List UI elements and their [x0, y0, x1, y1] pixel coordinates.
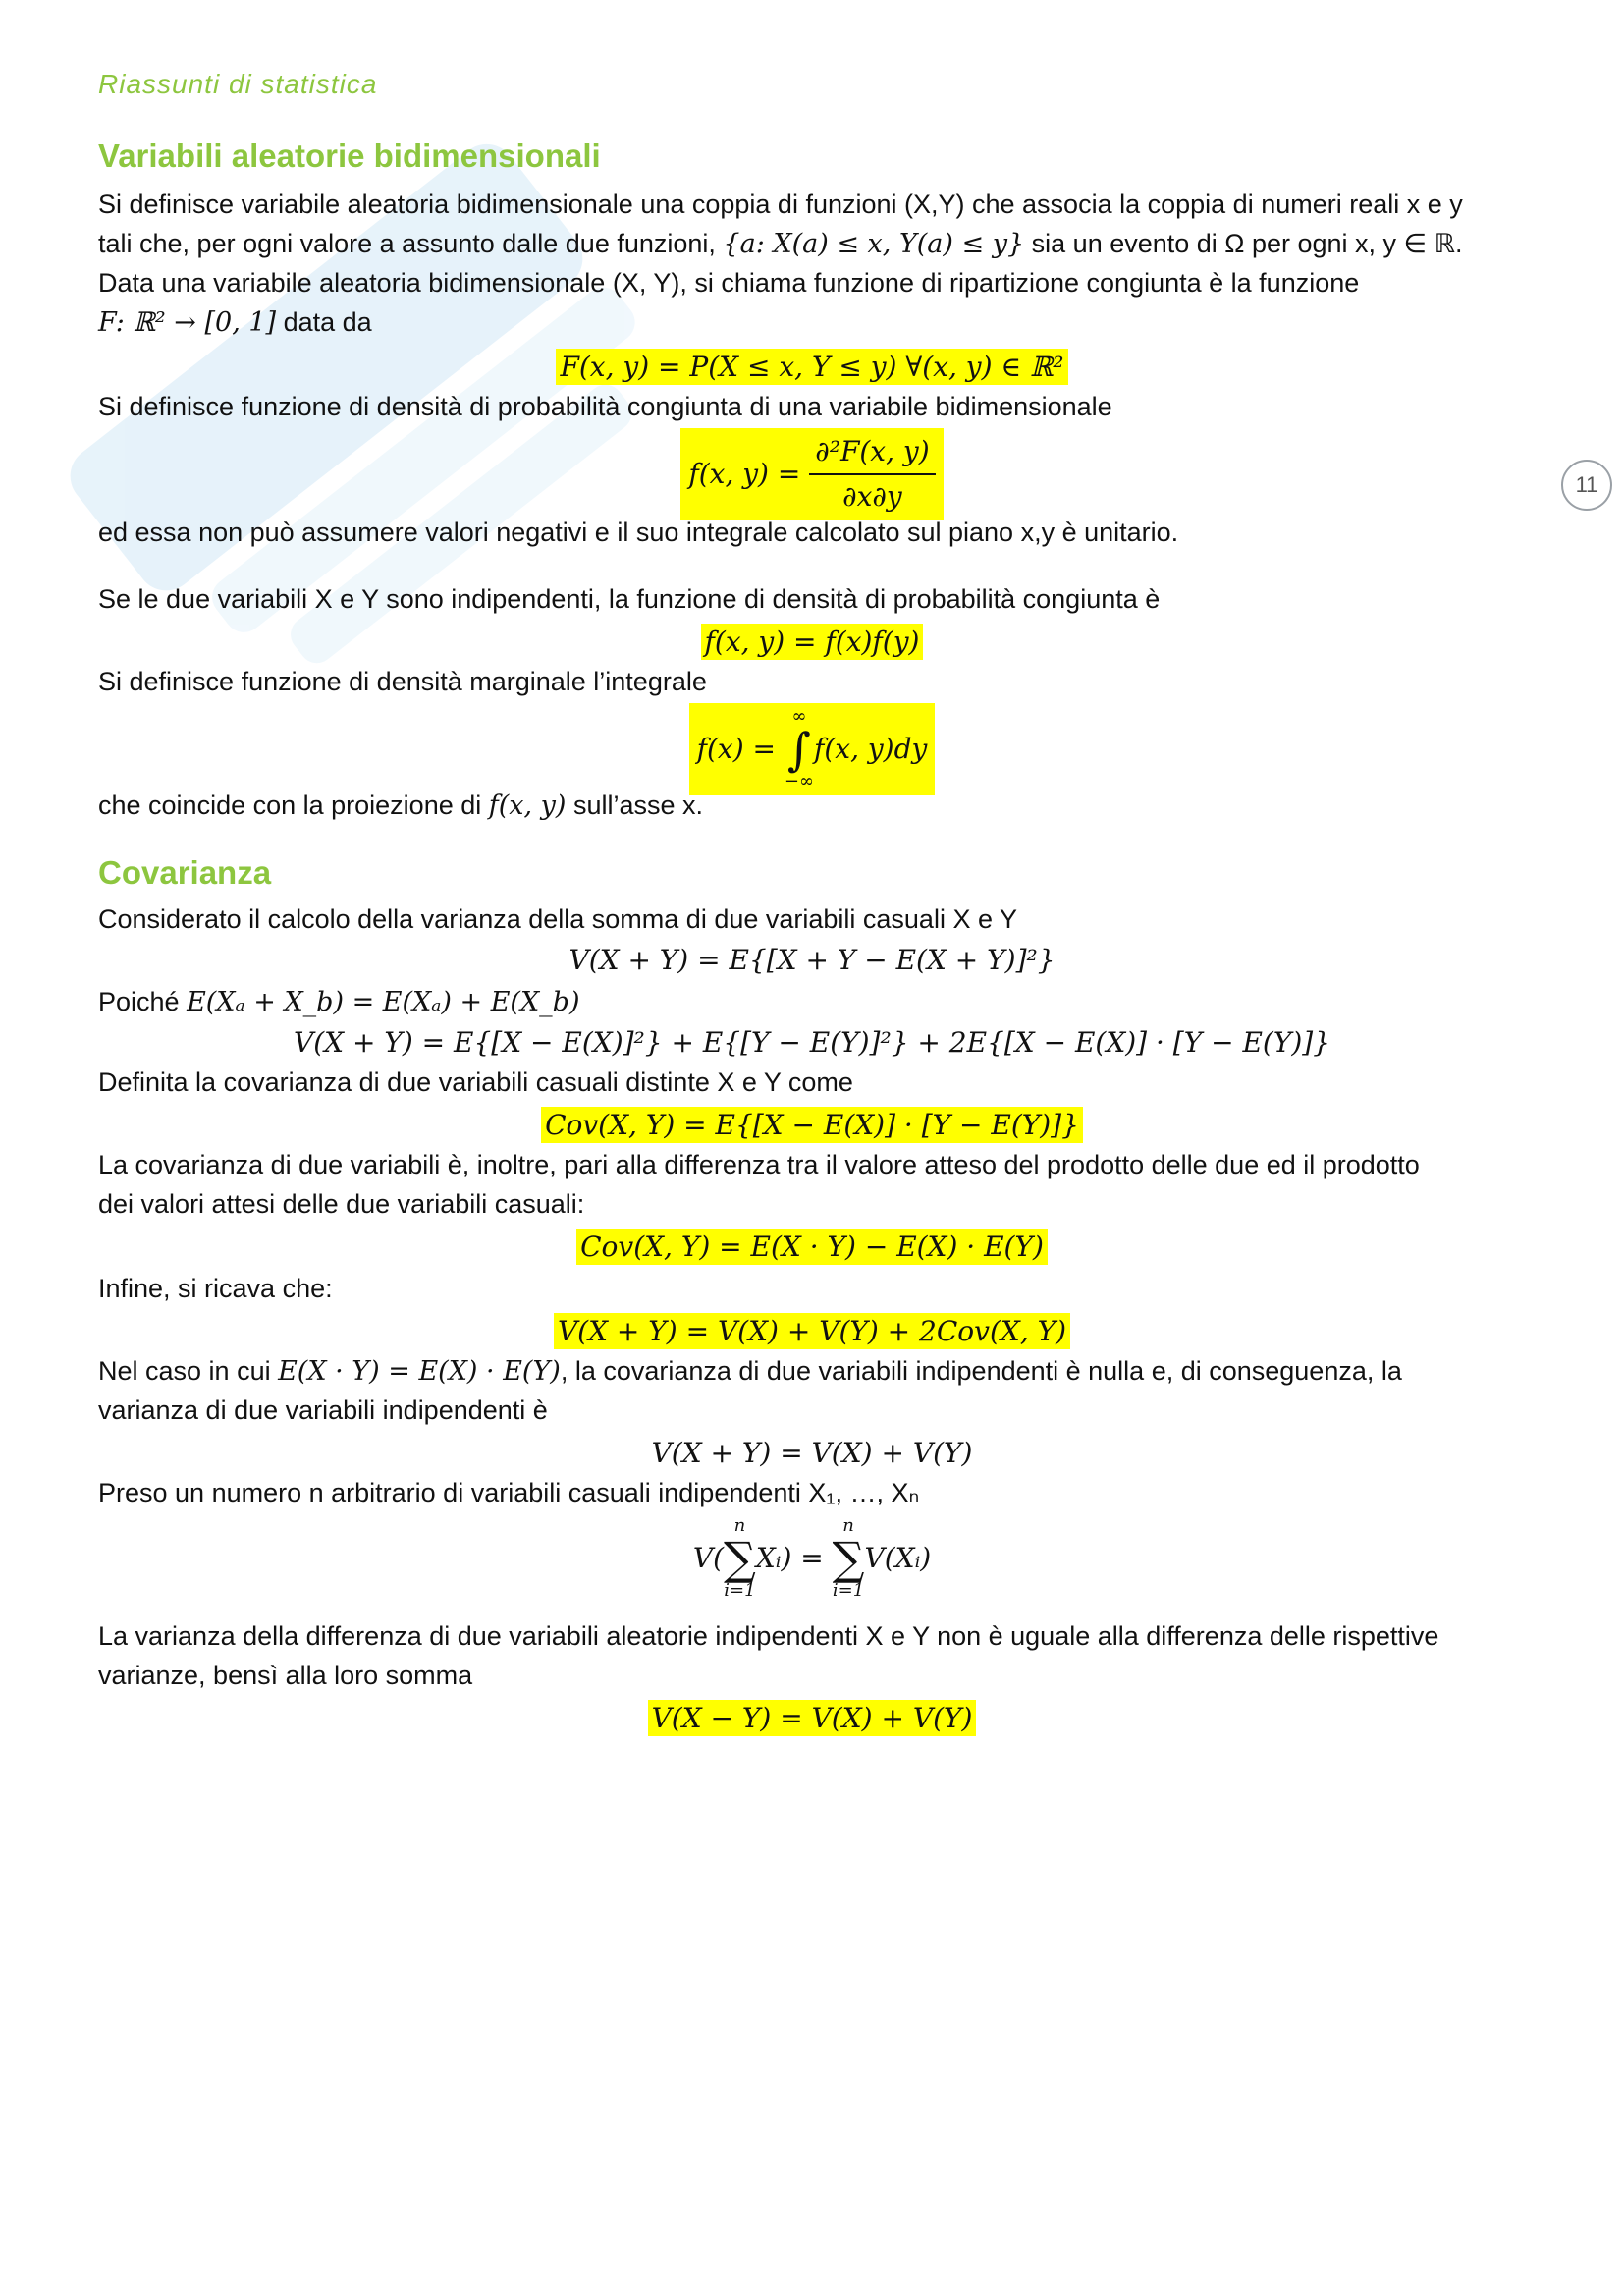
sum-lower-limit: i=1 [724, 1580, 756, 1601]
summation-operator [833, 1516, 865, 1601]
formula: V(X + Y) = E{[X + Y − E(X + Y)]²} [568, 944, 1056, 976]
paragraph-joint-density: Si definisce funzione di densità di probabilità congiunta di una variabile bidimensionale [98, 392, 1112, 421]
paragraph-n-variables: Preso un numero n arbitrario di variabili casuali indipendenti X₁, …, Xₙ [98, 1478, 920, 1507]
equation-cdf [0, 348, 1624, 387]
paragraph-cdf-line1: Data una variabile aleatoria bidimensionale (X, Y), si chiama funzione di ripartizione congiunta è la funzione [98, 268, 1360, 298]
integral-sign: ∫ [786, 723, 811, 776]
page-number: 11 [1561, 460, 1612, 511]
highlighted-formula: F(x, y) = P(X ≤ x, Y ≤ y) ∀(x, y) ∈ ℝ² [556, 349, 1067, 385]
formula-rhs: f(x, y)dy [813, 733, 928, 765]
equation-difference-variance [0, 1699, 1624, 1738]
formula: V(X + Y) = E{[X − E(X)]²} + E{[Y − E(Y)]²} + 2E{[X − E(X)] · [Y − E(Y)]} [294, 1026, 1330, 1059]
inline-math: F: ℝ² → [0, 1] [98, 307, 277, 338]
highlighted-formula [680, 428, 943, 520]
equation-variance-expanded [0, 1023, 1624, 1063]
sum-lower-limit: i=1 [832, 1580, 865, 1601]
sum-upper-limit: n [842, 1515, 854, 1536]
paragraph-covariance-alt-line1: La covarianza di due variabili è, inoltre, pari alla differenza tra il valore atteso del prodotto delle due ed il prodotto [98, 1150, 1420, 1179]
formula-lhs: f(x) = [696, 733, 785, 765]
text-fragment: Poiché [98, 987, 188, 1016]
section-title-covariance: Covarianza [98, 854, 272, 891]
paragraph-variance-sum: Considerato il calcolo della varianza della somma di due variabili casuali X e Y [98, 904, 1017, 934]
fraction-numerator: ∂²F(x, y) [809, 432, 935, 475]
sum-upper-limit: n [733, 1515, 746, 1536]
inline-math: E(X · Y) = E(X) · E(Y) [278, 1356, 561, 1387]
paragraph-difference-line2: varianze, bensì alla loro somma [98, 1661, 473, 1690]
paragraph-covariance-def: Definita la covarianza di due variabili casuali distinte X e Y come [98, 1067, 853, 1097]
equation-sum-variance [0, 1516, 1624, 1601]
formula-part: V(Xᵢ) [864, 1542, 932, 1574]
equation-independent-variance [0, 1434, 1624, 1473]
equation-independence [0, 623, 1624, 662]
paragraph-independent-case-line1 [98, 1351, 1532, 1392]
running-header: Riassunti di statistica [98, 69, 378, 99]
highlighted-formula: V(X − Y) = V(X) + V(Y) [648, 1700, 977, 1736]
text-fragment: sia un evento di Ω per ogni x, y ∈ ℝ. [1024, 229, 1463, 258]
paragraph-independent: Se le due variabili X e Y sono indipendenti, la funzione di densità di probabilità congiunta è [98, 584, 1161, 614]
text-fragment: che coincide con la proiezione di [98, 791, 489, 820]
inline-math: f(x, y) [488, 791, 567, 821]
text-fragment: Nel caso in cui [98, 1356, 279, 1386]
highlighted-formula: Cov(X, Y) = E{[X − E(X)] · [Y − E(Y)]} [541, 1107, 1083, 1143]
integral-upper-limit: ∞ [791, 706, 807, 727]
inline-math: {a: X(a) ≤ x, Y(a) ≤ y} [723, 229, 1025, 259]
text-fragment: tali che, per ogni valore a assunto dalle due funzioni, [98, 229, 724, 258]
paragraph-since [98, 982, 1532, 1022]
text-fragment: sull’asse x. [566, 791, 704, 820]
paragraph-definition-line1: Si definisce variabile aleatoria bidimensionale una coppia di funzioni (X,Y) che associa la coppia di numeri reali x e y [98, 190, 1463, 219]
paragraph-covariance-alt-line2: dei valori attesi delle due variabili casuali: [98, 1189, 585, 1219]
highlighted-formula: Cov(X, Y) = E(X · Y) − E(X) · E(Y) [576, 1229, 1048, 1265]
equation-variance-sum [0, 941, 1624, 980]
text-fragment: , la covarianza di due variabili indipendenti è nulla e, di conseguenza, la [560, 1356, 1402, 1386]
section-title-bivariate: Variabili aleatorie bidimensionali [98, 137, 601, 174]
equation-variance-covariance [0, 1312, 1624, 1351]
paragraph-cdf-line2 [98, 302, 1532, 343]
paragraph-definition-line2 [98, 224, 1532, 264]
fraction-denominator: ∂x∂y [842, 480, 902, 513]
paragraph-marginal: Si definisce funzione di densità marginale l’integrale [98, 667, 707, 696]
highlighted-formula: V(X + Y) = V(X) + V(Y) + 2Cov(X, Y) [554, 1313, 1070, 1349]
formula-part: V( [692, 1542, 725, 1574]
summation-operator [724, 1516, 756, 1601]
equation-marginal [0, 703, 1624, 795]
integral-lower-limit: −∞ [784, 771, 814, 792]
paragraph-finally: Infine, si ricava che: [98, 1274, 333, 1303]
equation-joint-density [0, 428, 1624, 520]
sum-sign: ∑ [832, 1532, 865, 1585]
sum-sign: ∑ [724, 1532, 756, 1585]
equation-covariance-alt [0, 1228, 1624, 1267]
equation-covariance-def [0, 1106, 1624, 1145]
text-fragment: data da [276, 307, 372, 337]
formula-part: Xᵢ) = [755, 1542, 833, 1574]
formula-lhs: f(x, y) = [688, 458, 810, 490]
highlighted-formula [689, 703, 936, 795]
integral-operator [785, 707, 814, 792]
paragraph-independent-case-line2: varianza di due variabili indipendenti è [98, 1395, 548, 1425]
paragraph-nonnegative: ed essa non può assumere valori negativi e il suo integrale calcolato sul piano x,y è unitario. [98, 518, 1179, 547]
paragraph-projection [98, 786, 1532, 826]
paragraph-difference-line1: La varianza della differenza di due variabili aleatorie indipendenti X e Y non è uguale alla differenza delle rispettive [98, 1621, 1439, 1651]
formula: V(X + Y) = V(X) + V(Y) [651, 1437, 973, 1469]
inline-math: E(Xₐ + X_b) = E(Xₐ) + E(X_b) [187, 987, 580, 1017]
highlighted-formula: f(x, y) = f(x)f(y) [701, 624, 924, 660]
fraction [809, 432, 935, 517]
